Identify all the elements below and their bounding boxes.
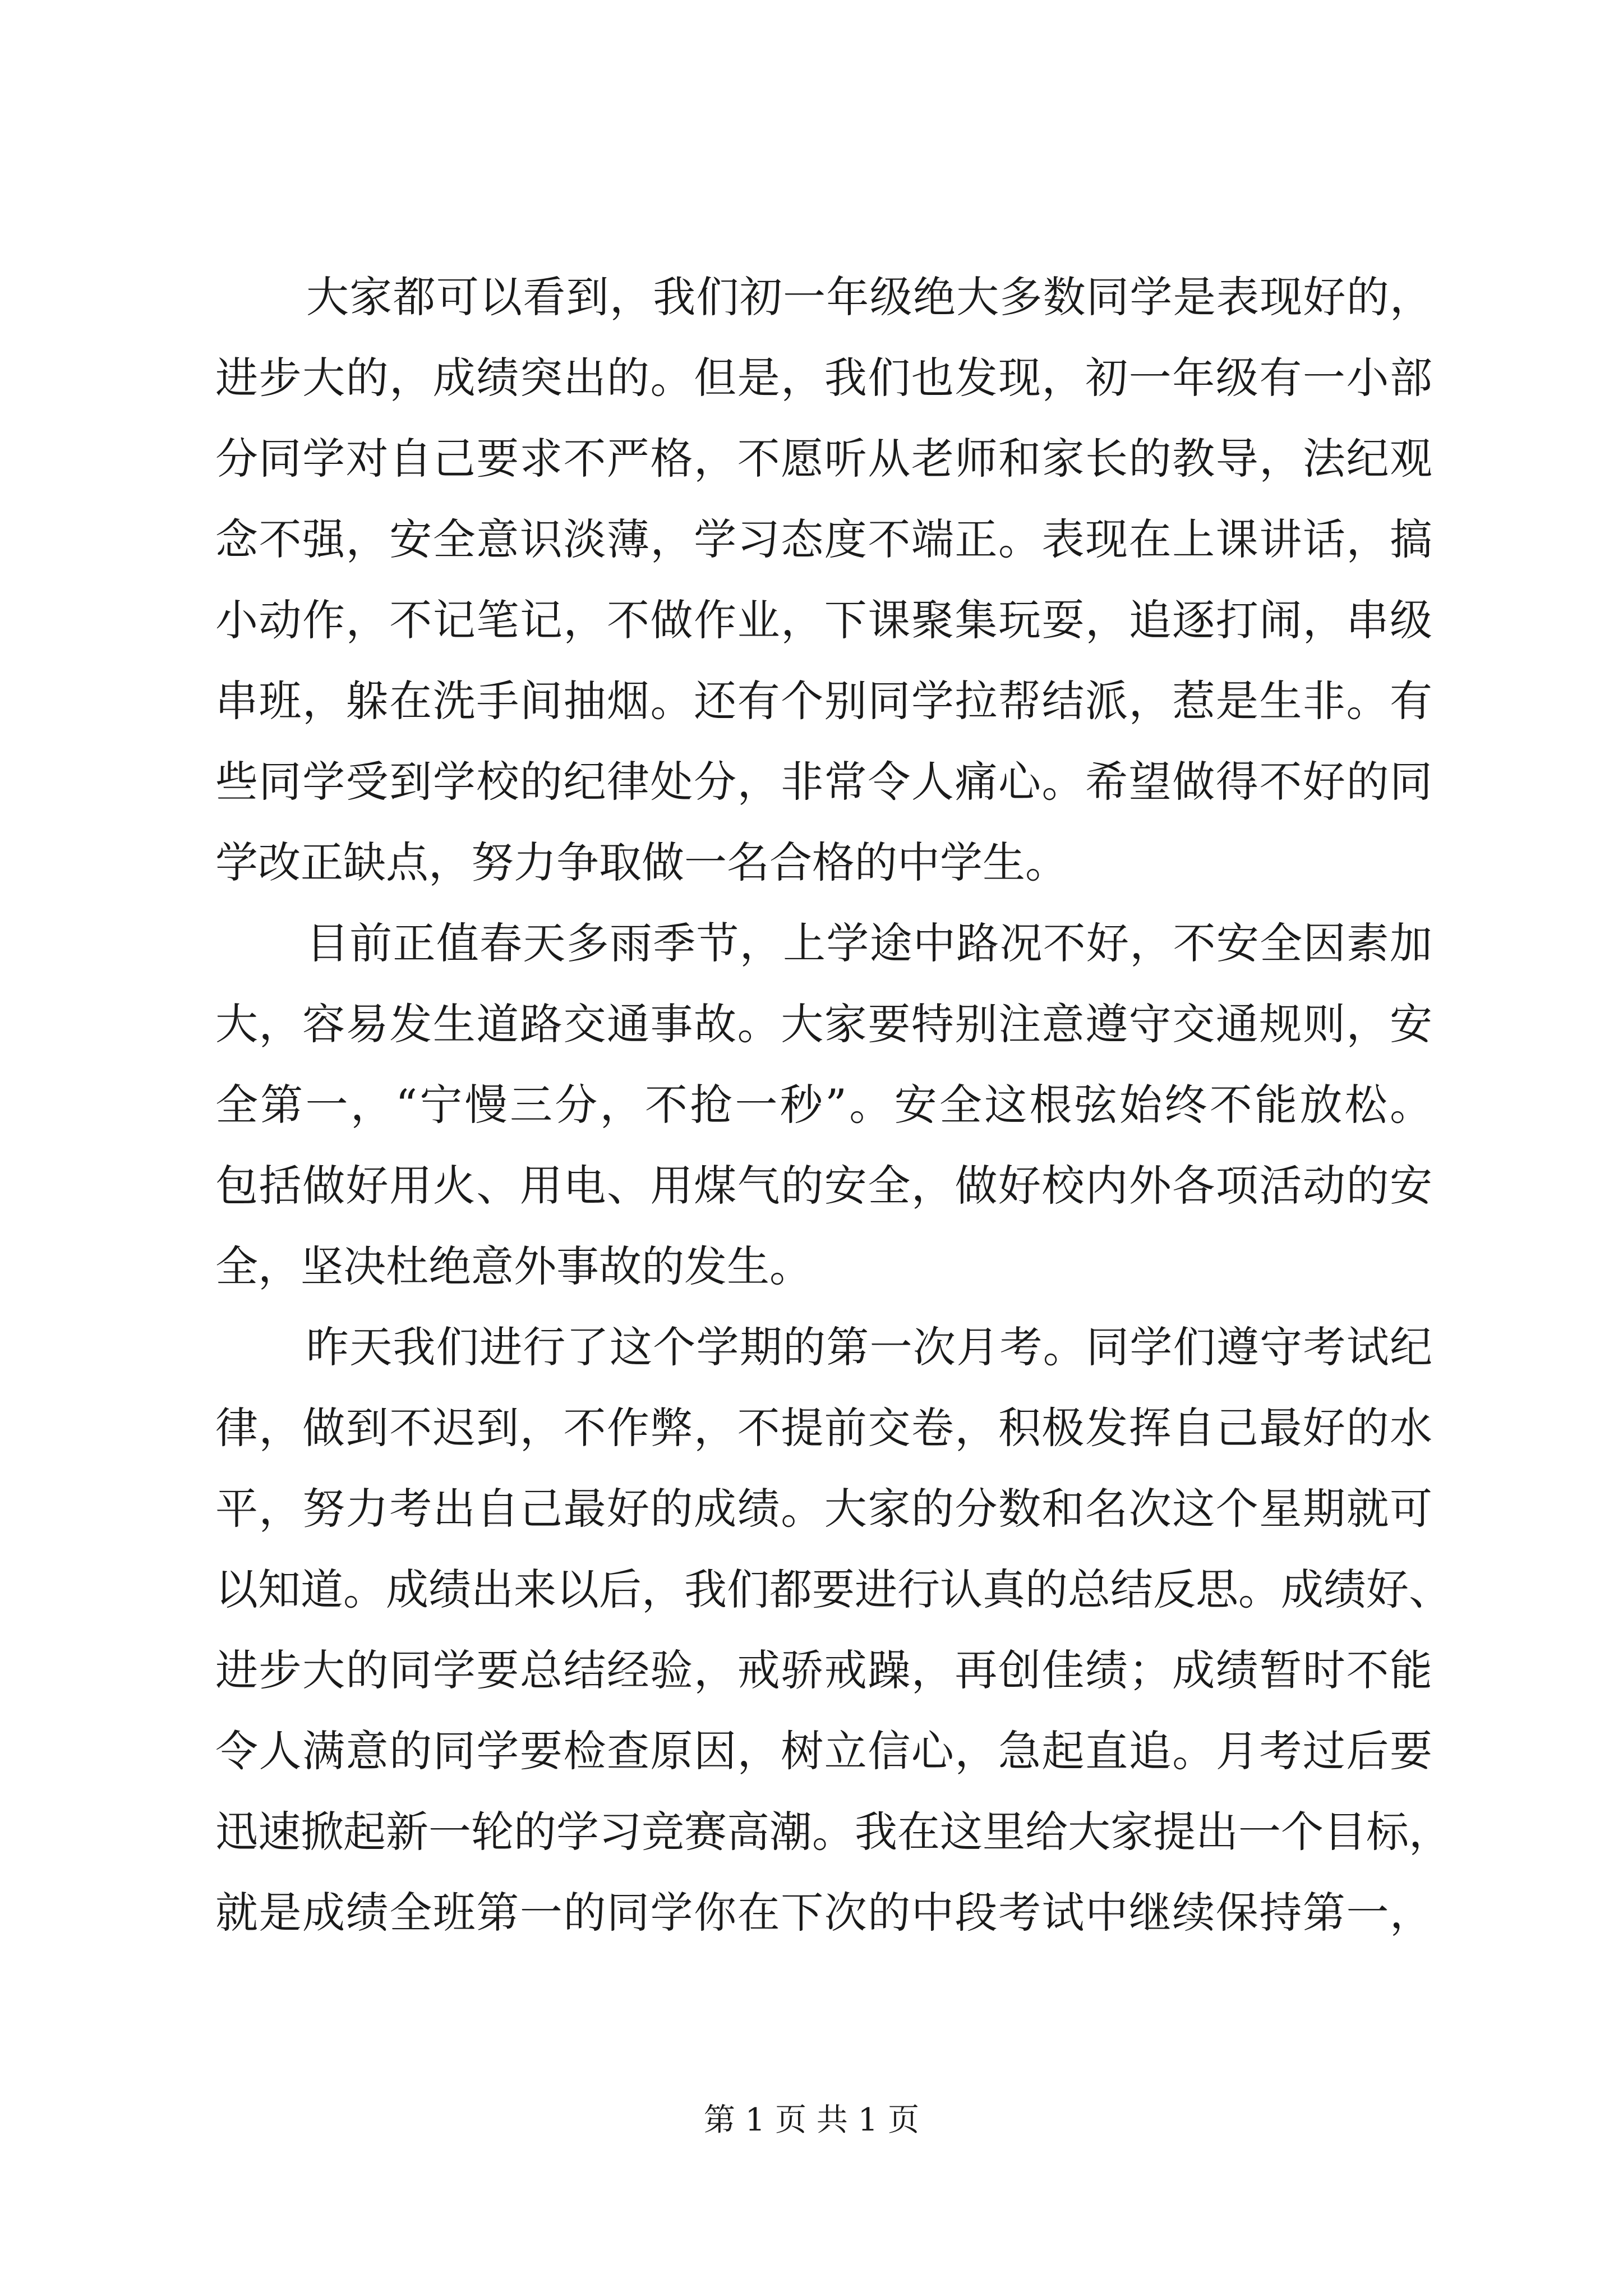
paragraph-2 bbox=[215, 903, 1432, 1307]
text-line: 大，容易发生道路交通事故。大家要特别注意遵守交通规则，安 bbox=[215, 999, 1432, 1049]
text-line: 学改正缺点，努力争取做一名合格的中学生。 bbox=[215, 838, 1068, 887]
text-line: 包括做好用火、用电、用煤气的安全，做好校内外各项活动的安 bbox=[215, 1161, 1432, 1211]
text-line: 些同学受到学校的纪律处分，非常令人痛心。希望做得不好的同 bbox=[215, 757, 1432, 807]
text-line: 串班，躲在洗手间抽烟。还有个别同学拉帮结派，惹是生非。有 bbox=[215, 676, 1432, 726]
text-line: 迅速掀起新一轮的学习竞赛高潮。我在这里给大家提出一个目标， bbox=[215, 1807, 1451, 1857]
text-line: 分同学对自己要求不严格，不愿听从老师和家长的教导，法纪观 bbox=[215, 434, 1432, 484]
text-line: 以知道。成绩出来以后，我们都要进行认真的总结反思。成绩好、 bbox=[215, 1565, 1451, 1614]
text-line: 令人满意的同学要检查原因，树立信心，急起直追。月考过后要 bbox=[215, 1726, 1432, 1776]
text-line: 全第一，“宁慢三分，不抢一秒”。安全这根弦始终不能放松。 bbox=[215, 1080, 1432, 1130]
paragraph-1 bbox=[215, 257, 1432, 903]
text-line: 进步大的，成绩突出的。但是，我们也发现，初一年级有一小部 bbox=[215, 353, 1432, 403]
text-line: 平，努力考出自己最好的成绩。大家的分数和名次这个星期就可 bbox=[215, 1484, 1432, 1534]
page-number-footer: 第 1 页 共 1 页 bbox=[703, 2102, 920, 2138]
text-line: 就是成绩全班第一的同学你在下次的中段考试中继续保持第一， bbox=[215, 1888, 1432, 1938]
text-line: 全，坚决杜绝意外事故的发生。 bbox=[215, 1241, 812, 1291]
text-line: 小动作，不记笔记，不做作业，下课聚集玩耍，追逐打闹，串级 bbox=[215, 595, 1432, 645]
text-line: 大家都可以看到，我们初一年级绝大多数同学是表现好的， bbox=[306, 272, 1432, 322]
paragraph-3 bbox=[215, 1307, 1451, 1953]
text-line: 目前正值春天多雨季节，上学途中路况不好，不安全因素加 bbox=[306, 918, 1432, 968]
text-line: 进步大的同学要总结经验，戒骄戒躁，再创佳绩；成绩暂时不能 bbox=[215, 1645, 1432, 1695]
text-line: 昨天我们进行了这个学期的第一次月考。同学们遵守考试纪 bbox=[306, 1322, 1432, 1372]
text-line: 律，做到不迟到，不作弊，不提前交卷，积极发挥自己最好的水 bbox=[215, 1403, 1432, 1453]
document-body bbox=[215, 257, 1451, 1953]
text-line: 念不强，安全意识淡薄，学习态度不端正。表现在上课讲话，搞 bbox=[215, 514, 1432, 564]
